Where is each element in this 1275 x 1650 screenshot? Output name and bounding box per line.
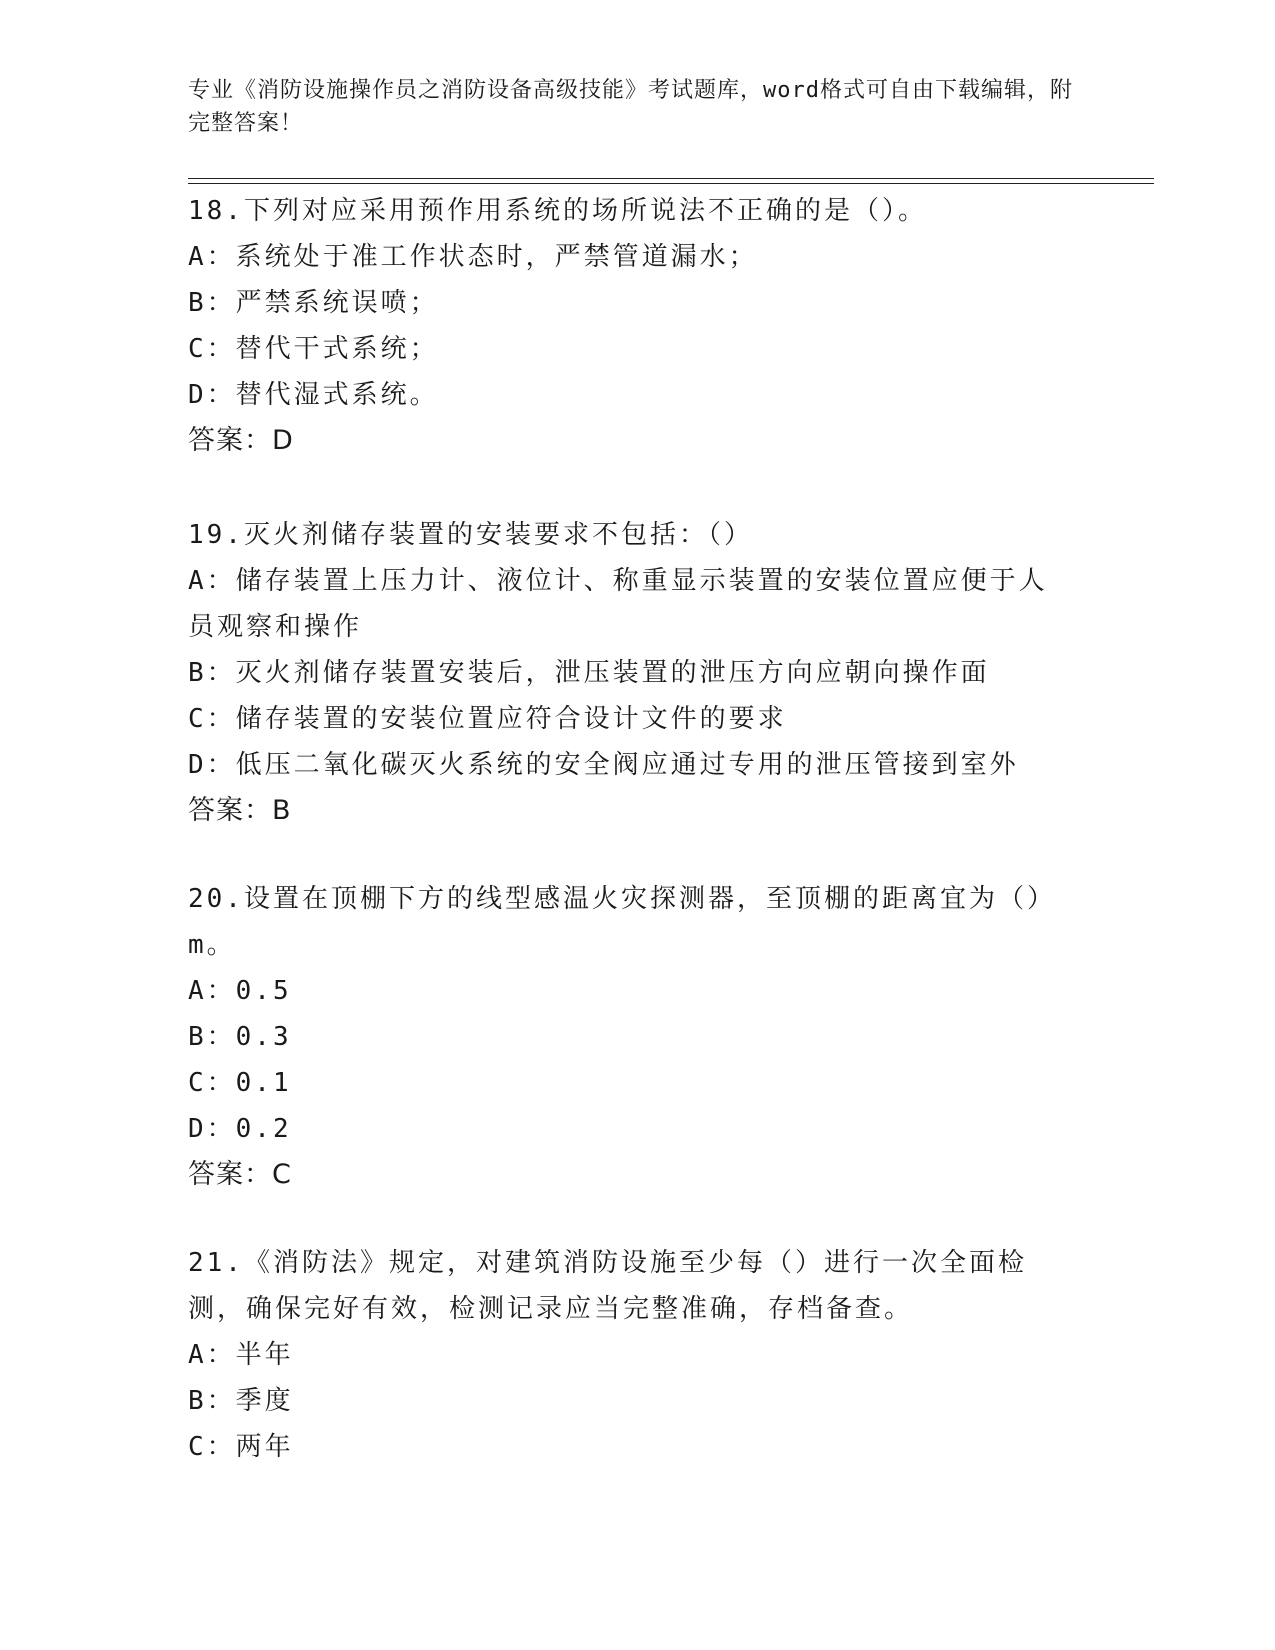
question-stem: 18.下列对应采用预作用系统的场所说法不正确的是（）。 <box>188 196 927 226</box>
option-a: A：系统处于准工作状态时，严禁管道漏水； <box>188 242 758 272</box>
question-stem: 21.《消防法》规定，对建筑消防设施至少每（）进行一次全面检测，确保完好有效，检测记录应当完整准确，存档备查。 <box>188 1248 1027 1324</box>
document-intro: 专业《消防设施操作员之消防设备高级技能》考试题库，word格式可自由下载编辑，附完整答案！ <box>188 78 1073 136</box>
option-d: D：低压二氧化碳灭火系统的安全阀应通过专用的泄压管接到室外 <box>188 750 1019 780</box>
answer-line: 答案：B <box>188 795 292 826</box>
option-b: B：灭火剂储存装置安装后，泄压装置的泄压方向应朝向操作面 <box>188 658 990 688</box>
option-b: B：严禁系统误喷； <box>188 288 439 318</box>
answer-line: 答案：C <box>188 1159 292 1190</box>
question-20 <box>188 876 1088 1198</box>
option-b: B：0.3 <box>188 1022 292 1052</box>
option-a: A：半年 <box>188 1340 294 1370</box>
option-d: D：替代湿式系统。 <box>188 380 439 410</box>
question-stem: 19.灭火剂储存装置的安装要求不包括：（） <box>188 520 753 550</box>
option-c: C：0.1 <box>188 1068 292 1098</box>
option-a: A：0.5 <box>188 976 292 1006</box>
option-b: B：季度 <box>188 1386 294 1416</box>
question-18 <box>188 188 1088 464</box>
question-19 <box>188 512 1088 834</box>
option-d: D：0.2 <box>188 1114 292 1144</box>
option-a: A：储存装置上压力计、液位计、称重显示装置的安装位置应便于人员观察和操作 <box>188 566 1048 642</box>
question-21 <box>188 1240 1088 1470</box>
header-divider-top <box>188 178 1154 179</box>
answer-line: 答案：D <box>188 425 294 456</box>
option-c: C：储存装置的安装位置应符合设计文件的要求 <box>188 704 787 734</box>
option-c: C：替代干式系统； <box>188 334 439 364</box>
question-stem: 20.设置在顶棚下方的线型感温火灾探测器，至顶棚的距离宜为（）m。 <box>188 884 1043 960</box>
option-c: C：两年 <box>188 1432 294 1462</box>
header-divider-bottom <box>188 183 1154 184</box>
